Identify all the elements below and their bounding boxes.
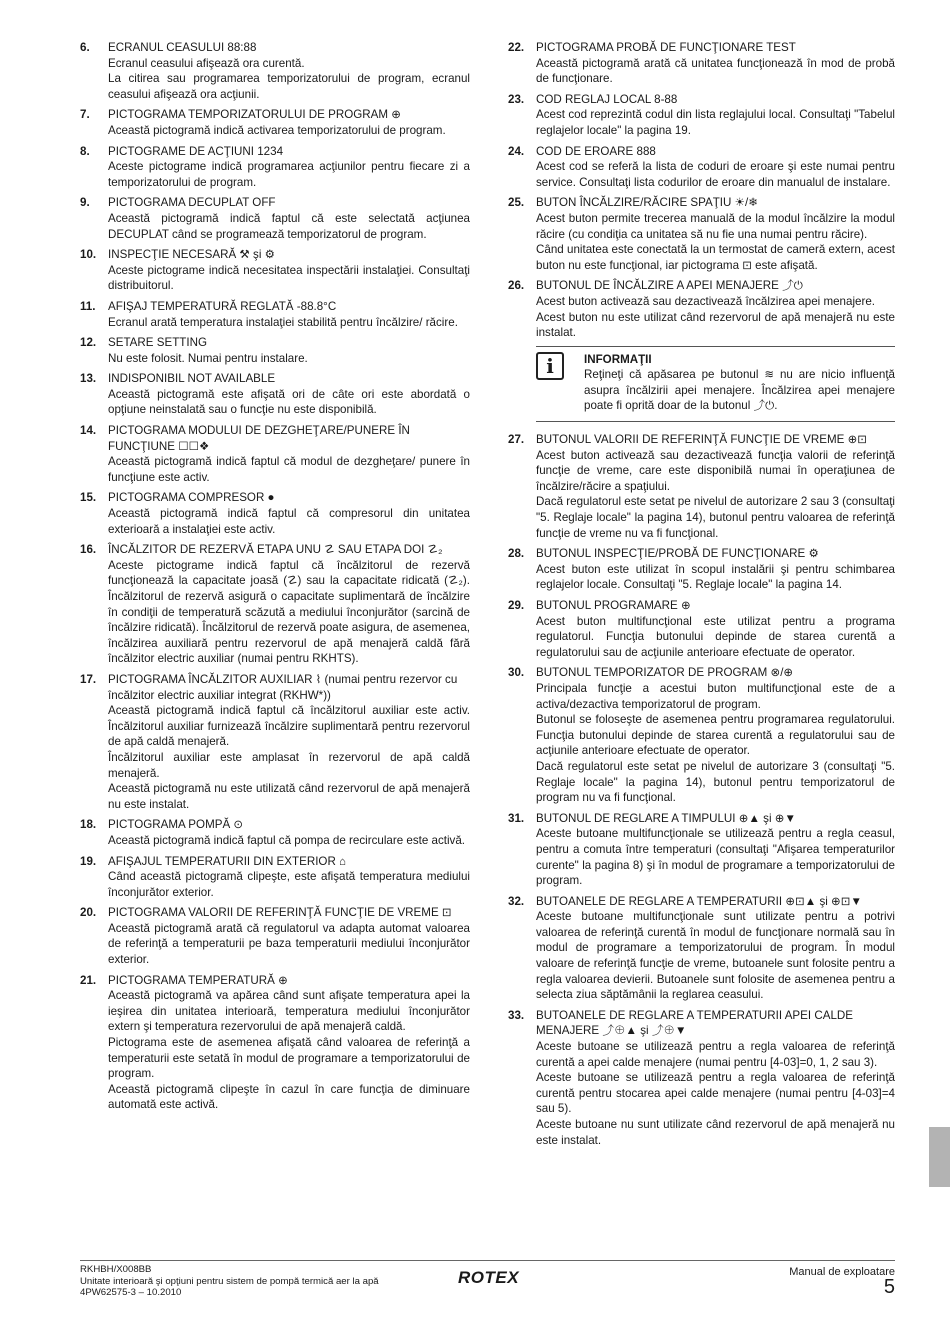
list-item [80,542,470,667]
list-item [80,371,470,418]
item-paragraph: Această pictogramă indică faptul că încălzitorul auxiliar este activ. Încălzitorul auxiliar furnizează încălzire suplimentară pentru rezervorul de apă caldă menajeră. [108,704,470,749]
item-paragraph: Acest buton nu este utilizat când rezervorul de apă menajeră nu este instalat. [536,310,895,340]
footer-description: Unitate interioară şi opţiuni pentru sistem de pompă termică aer la apă [80,1275,379,1287]
item-number: 14. [80,424,97,438]
item-body [108,40,470,102]
item-paragraph: Această pictogramă este afişată ori de câte ori este abordată o opţiune neinstalată sau o funcţie nu este disponibilă. [108,387,470,417]
item-paragraph: Dacă regulatorul este setat pe nivelul de autorizare 2 sau 3 (consultaţi "5. Reglaje locale" la pagina 14), butonul pentru valoarea de referinţă funcţie de vreme nu va fi funcţional. [536,495,895,540]
item-number: 28. [508,547,525,561]
item-paragraph: Această pictogramă nu este utilizată când rezervorul de apă menajeră nu este instalat. [108,782,470,811]
list-item [508,40,895,87]
item-number: 30. [508,666,525,680]
item-title: PICTOGRAMA COMPRESOR ● [108,491,275,505]
list-item [508,598,895,660]
list-item [80,973,470,1113]
list-item [80,107,470,138]
list-item [80,299,470,330]
footer-page-number: 5 [883,1276,895,1298]
item-body [108,195,470,242]
item-title: ECRANUL CEASULUI 88:88 [108,41,257,54]
item-number: 11. [80,299,96,313]
item-number: 15. [80,491,97,505]
item-paragraph: Acest buton activează sau dezactivează funcţia valorii de referinţă funcţie de vreme, care este disponibilă numai în operaţiunea de încălzire/răcire a spaţiului. [536,448,895,493]
item-number: 10. [80,248,97,262]
item-paragraph: Această pictogramă indică faptul că pompa de recirculare este activă. [108,833,466,847]
item-paragraph: Când unitatea este conectată la un termostat de cameră extern, acest buton nu este funcţional, iar pictograma ⊡ este afişată. [536,243,895,272]
item-title: PICTOGRAMA ÎNCĂLZITOR AUXILIAR ⌇ (numai pentru rezervor cu încălzitor electric auxiliar integrat (RKHW*)) [108,672,458,702]
item-body [108,423,470,485]
item-title: PICTOGRAMA PROBĂ DE FUNCŢIONARE TEST [536,41,796,54]
list-item [508,432,895,541]
item-paragraph: Aceste pictograme indică necesitatea inspectării instalaţiei. Consultaţi distribuitorul. [108,263,470,293]
item-paragraph: Acest cod se referă la lista de coduri de eroare şi este numai pentru service. Consultaţi lista codurilor de eroare din manualul de instalare. [536,160,895,189]
item-title: AFIŞAJUL TEMPERATURII DIN EXTERIOR ⌂ [108,854,347,868]
item-body [536,598,895,660]
list-item [80,423,470,485]
footer-left [80,1264,400,1299]
list-item [80,490,470,537]
item-body [536,40,895,87]
item-title: INSPECŢIE NECESARĂ ⚒ şi ⚙ [108,248,276,262]
item-title: PICTOGRAMA DECUPLAT OFF [108,196,276,210]
right-items-group-b [508,432,895,1148]
item-title: BUTOANELE DE REGLARE A TEMPERATURII APEI CALDE MENAJERE ⤴⊕▲ şi ⤴⊕▼ [536,1008,853,1038]
item-paragraph: Această pictogramă indică activarea temporizatorului de program. [108,123,446,137]
item-paragraph: Aceste butoane multifuncţionale se utilizează pentru a regla ceasul, pentru a comuta între temperaturi (consultaţi "Afişarea temperaturilor curente" la pagina 8) şi în modul de programare a temporizatorului de program. [536,827,895,888]
item-body [108,905,470,967]
item-number: 22. [508,41,525,54]
item-title: PICTOGRAMA MODULUI DE DEZGHEŢARE/PUNERE ÎN FUNCŢIUNE ☐☐❖ [108,424,410,453]
item-paragraph: Butonul se foloseşte de asemenea pentru programarea regulatorului. Funcţia butonului depinde de starea curentă a regulatorului sau de acţiunile anterioare efectuate de operator. [536,713,895,758]
item-body [108,817,470,848]
item-paragraph: La citirea sau programarea temporizatorului de program, ecranul ceasului afişează ora acţiunii. [108,72,470,101]
item-paragraph: Această pictogramă clipeşte în cazul în care funcţia de diminuare automată este activă. [108,1082,470,1112]
list-item [508,144,895,191]
item-paragraph: Principala funcţie a acestui buton multifuncţional este de a activa/dezactiva temporizatorul de program. [536,681,895,711]
item-paragraph: Această pictogramă va apărea când sunt afişate temperatura apei la ieşirea din unitatea interioară, temperatura mediului înconjurător extern şi temperatura rezervorului de apă menajeră caldă. [108,989,470,1034]
item-paragraph: Când această pictogramă clipeşte, este afişată temperatura mediului înconjurător exterior. [108,870,470,899]
item-number: 33. [508,1008,525,1022]
list-item [508,278,895,340]
list-item [508,665,895,805]
footer-doc-code: 4PW62575-3 – 10.2010 [80,1287,182,1299]
item-number: 8. [80,144,90,158]
item-title: BUTONUL DE REGLARE A TIMPULUI ⊕▲ şi ⊕▼ [536,811,796,825]
item-number: 32. [508,894,525,908]
item-body [108,672,470,812]
item-title: INDISPONIBIL NOT AVAILABLE [108,372,276,386]
item-body [536,144,895,191]
footer-logo: ROTEX [458,1268,520,1287]
item-paragraph: Aceste butoane nu sunt utilizate când rezervorul de apă menajeră nu este instalat. [536,1118,895,1147]
item-paragraph: Această pictogramă indică faptul că modul de dezgheţare/ punere în funcţiune este activ. [108,455,470,484]
info-icon: i [536,352,564,380]
item-title: BUTONUL VALORII DE REFERINŢĂ FUNCŢIE DE VREME ⊕⊡ [536,433,867,447]
item-number: 20. [80,906,97,920]
item-paragraph: Aceste pictograme indică faptul că încălzitorul de rezervă funcţionează la capacitate joasă (☡) sau la capacitate ridicată (☡₂). Încălzitorul de rezervă asigură o capacitate suplimentară de încălzire în condiţii de temperatură scăzută a mediului înconjurător (sarcină de încălzire ridicată). Încălzitorul de rezervă poate asigura, de asemenea, încălzirea auxiliară pentru rezervorul de apă menajeră caldă fără încălzitor electric auxiliar (numai pentru RKHTS). [108,558,470,666]
list-item [80,854,470,901]
item-number: 12. [80,336,97,350]
item-paragraph: Încălzitorul auxiliar este amplasat în rezervorul de apă caldă menajeră. [108,750,470,780]
item-body [108,371,470,418]
info-title: INFORMAŢII [584,352,652,366]
item-title: BUTONUL DE ÎNCĂLZIRE A APEI MENAJERE ⤴⏻ [536,279,803,293]
item-paragraph: Aceste butoane se utilizează pentru a regla valoarea de referinţă curentă a apei calde menajere (numai pentru [4-03]=0, 1, 2 sau 3). [536,1040,895,1069]
item-number: 24. [508,144,525,158]
item-paragraph: Această pictogramă arată că regulatorul va adapta automat valoarea de referinţă a temperaturii pe baza temperaturii mediului înconjurător exterior. [108,921,470,967]
item-paragraph: Această pictogramă indică faptul că compresorul din unitatea exterioară a instalaţiei este activ. [108,507,470,536]
item-number: 29. [508,599,525,612]
list-item [508,811,895,889]
list-item [80,195,470,242]
item-title: SETARE SETTING [108,336,207,350]
side-tab [929,1127,950,1187]
item-body [108,299,470,330]
item-paragraph: Această pictogramă indică faptul că este selectată acţiunea DECUPLAT când se programează temporizatorul de program. [108,211,470,241]
item-title: BUTOANELE DE REGLARE A TEMPERATURII ⊕⊡▲ şi ⊕⊡▼ [536,894,862,908]
item-number: 16. [80,543,97,557]
item-paragraph: Acest cod reprezintă codul din lista reglajului local. Consultaţi "Tabelul reglajelor locale" la pagina 19. [536,108,895,137]
list-item [80,672,470,812]
item-paragraph: Nu este folosit. Numai pentru instalare. [108,351,308,365]
item-paragraph: Aceste pictograme indică programarea acţiunilor pentru fiecare zi a temporizatorului de program. [108,160,470,189]
item-title: PICTOGRAMA TEMPORIZATORULUI DE PROGRAM ⊕ [108,108,401,122]
item-title: BUTONUL PROGRAMARE ⊕ [536,599,691,612]
list-item [80,247,470,294]
item-number: 9. [80,196,90,210]
item-title: BUTONUL TEMPORIZATOR DE PROGRAM ⊗/⊕ [536,666,794,680]
item-title: COD REGLAJ LOCAL 8-88 [536,92,678,106]
item-number: 6. [80,41,90,54]
item-title: PICTOGRAMA TEMPERATURĂ ⊕ [108,973,288,987]
item-paragraph: Acest buton multifuncţional este utilizat pentru a programa regulatorul. Funcţia butonului depinde de starea curentă a regulatorului sau de acţiunile anterioare efectuate de operator. [536,614,895,659]
item-paragraph: Acest buton permite trecerea manuală de la modul încălzire la modul răcire (cu condiţia ca unitatea să nu fie una numai pentru răcire). [536,211,895,241]
footer-rule [80,1260,895,1261]
item-paragraph: Acest buton este utilizat în scopul instalării şi pentru schimbarea reglajelor locale. Consultaţi "5. Reglaje locale" la pagina 14. [536,562,895,592]
info-box [536,346,895,422]
item-number: 23. [508,92,525,106]
item-paragraph: Ecranul arată temperatura instalaţiei stabilită pentru încălzire/ răcire. [108,315,458,329]
item-title: PICTOGRAMA VALORII DE REFERINŢĂ FUNCŢIE DE VREME ⊡ [108,906,452,920]
item-title: PICTOGRAME DE ACŢIUNI 1234 [108,144,284,158]
item-body [536,432,895,541]
item-body [536,195,895,273]
list-item [508,546,895,593]
item-body [108,144,470,191]
right-items-group-a [508,40,895,341]
list-item [508,195,895,273]
list-item [80,335,470,366]
list-item [508,894,895,1003]
item-body [536,894,895,1003]
item-paragraph: Ecranul ceasului afişează ora curentă. [108,56,305,70]
list-item [80,817,470,848]
right-column [508,40,895,1153]
item-body [536,665,895,805]
list-item [80,40,470,102]
item-number: 17. [80,672,97,686]
list-item [508,1008,895,1148]
item-paragraph: Acest buton activează sau dezactivează încălzirea apei menajere. [536,294,875,308]
item-paragraph: Aceste butoane multifuncţionale sunt utilizate pentru a potrivi valoarea de referinţă curentă în modul de funcţionare normală sau în modul de programare a temporizatorului de program. În modul valoare de referinţă funcţie de vreme, butoanele sunt folosite pentru a regla valoarea devierii. Butoanele sunt folosite de asemenea pentru a selecta ziua săptămânii la reglarea ceasului. [536,910,895,1002]
item-paragraph: Aceste butoane se utilizează pentru a regla valoarea de referinţă curentă pentru stocarea apei calde menajere (numai pentru [4-03]=4 sau 5). [536,1071,895,1116]
item-body [108,335,470,366]
item-paragraph: Această pictogramă arată că unitatea funcţionează în mod de probă de funcţionare. [536,56,895,86]
item-number: 13. [80,372,97,386]
item-number: 31. [508,811,525,825]
item-body [108,247,470,294]
list-item [80,905,470,967]
item-number: 19. [80,854,97,868]
item-body [108,973,470,1113]
footer-manual-title: Manual de exploatare [789,1266,895,1278]
list-item [508,92,895,139]
item-title: AFIŞAJ TEMPERATURĂ REGLATĂ -88.8°C [108,299,337,313]
list-item [80,144,470,191]
info-text: Reţineţi că apăsarea pe butonul ≋ nu are nicio influenţă asupra încălzirii apei menajere. Încălzirea apei menajere poate fi oprită doar de la butonul ⤴⏻. [584,368,895,413]
left-column [80,40,470,1118]
item-body [536,546,895,593]
item-body [536,92,895,139]
item-body [536,811,895,889]
item-body [536,278,895,340]
item-number: 7. [80,108,90,122]
item-body [108,542,470,667]
item-number: 21. [80,973,97,987]
footer-model: RKHBH/X008BB [80,1264,152,1275]
item-title: BUTON ÎNCĂLZIRE/RĂCIRE SPAŢIU ☀/❄ [536,196,758,210]
item-title: BUTONUL INSPECŢIE/PROBĂ DE FUNCŢIONARE ⚙ [536,547,819,561]
item-number: 26. [508,279,525,293]
item-body [108,490,470,537]
item-number: 25. [508,196,525,210]
item-paragraph: Dacă regulatorul este setat pe nivelul de autorizare 3 (consultaţi "5. Reglaje locale" la pagina 14), butonul pentru temporizatorul de program nu va fi funcţional. [536,759,895,805]
item-paragraph: Pictograma este de asemenea afişată când valoarea de referinţă a temperaturii este setată în modul de programare a temporizatorului de program. [108,1036,470,1081]
item-body [536,1008,895,1148]
info-body [584,352,895,414]
item-title: COD DE EROARE 888 [536,144,656,158]
item-body [108,854,470,901]
item-number: 18. [80,818,97,832]
item-title: ÎNCĂLZITOR DE REZERVĂ ETAPA UNU ☡ SAU ETAPA DOI ☡₂ [108,543,443,557]
item-body [108,107,470,138]
item-title: PICTOGRAMA POMPĂ ⊙ [108,818,244,832]
item-number: 27. [508,433,525,447]
